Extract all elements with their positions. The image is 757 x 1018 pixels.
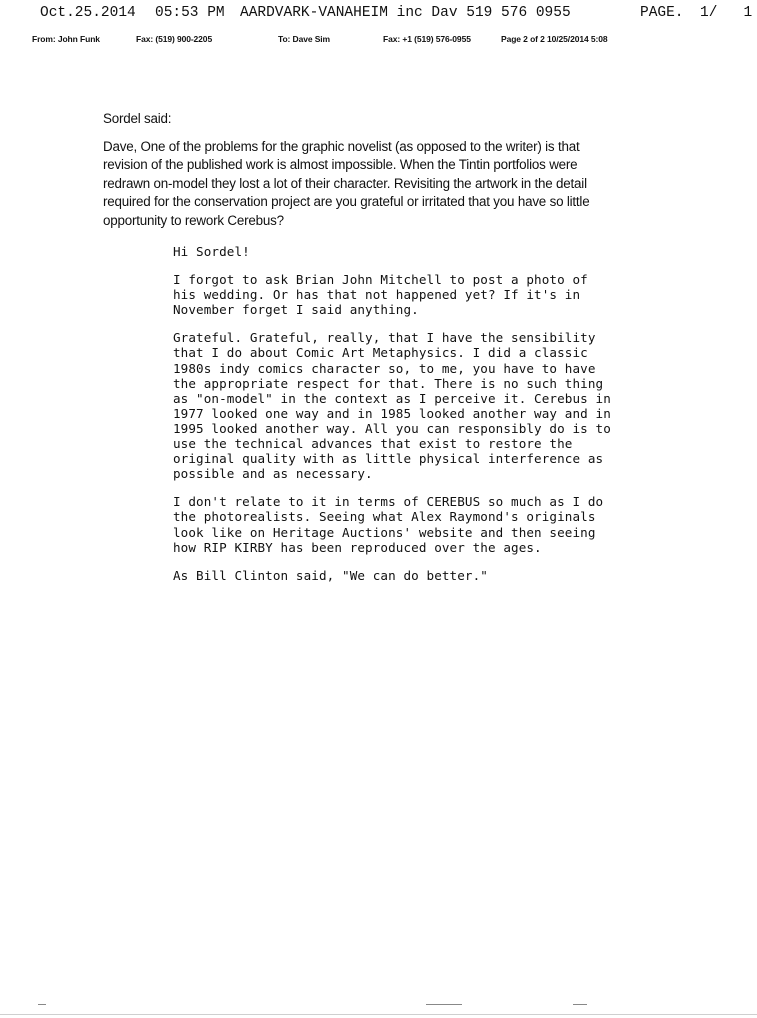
fax-to: To: Dave Sim (278, 34, 331, 44)
answer-line: his wedding. Or has that not happened yet? If it's in (173, 287, 581, 303)
answer-greeting: Hi Sordel! (173, 244, 250, 259)
question-line: revision of the published work is almost impossible. When the Tintin portfolios were (103, 157, 578, 172)
reader-question (103, 110, 663, 230)
answer-line: 1980s indy comics character so, to me, you have to have (173, 360, 596, 376)
fax-from-number: Fax: (519) 900-2205 (136, 34, 213, 44)
fax-cover-subheader (32, 32, 732, 46)
scan-speck (38, 1004, 46, 1005)
fax-page-label: PAGE. (640, 5, 684, 21)
answer-paragraph (173, 272, 693, 317)
fax-from: From: John Funk (32, 34, 100, 44)
answer-line: Grateful. Grateful, really, that I have the sensibility (173, 330, 596, 346)
answer-line: November forget I said anything. (173, 302, 419, 318)
scan-speck (573, 1004, 587, 1005)
answer-paragraph (173, 494, 693, 554)
answer-paragraph (173, 330, 693, 481)
answer-line: possible and as necessary. (173, 466, 373, 482)
answer-paragraph (173, 568, 693, 583)
fax-transmission-header (40, 4, 752, 22)
answer-line: the photorealists. Seeing what Alex Raymond's originals (173, 509, 596, 525)
question-text (103, 138, 663, 231)
fax-page-info: Page 2 of 2 10/25/2014 5:08 (501, 34, 608, 44)
question-line: redrawn on-model they lost a lot of their character. Revisiting the artwork in the detail (103, 175, 587, 191)
answer-line: I forgot to ask Brian John Mitchell to post a photo of (173, 272, 588, 288)
answer-line: 1977 looked one way and in 1985 looked another way and in (173, 405, 611, 421)
question-line: opportunity to rework Cerebus? (103, 212, 284, 228)
answer-line: that I do about Comic Art Metaphysics. I did a classic (173, 345, 588, 361)
question-line: required for the conservation project are you grateful or irritated that you have so little (103, 194, 590, 209)
scan-artifacts (0, 998, 757, 1018)
answer-line: original quality with as little physical interference as (173, 451, 604, 467)
answer-line: use the technical advances that exist to restore the (173, 436, 573, 452)
fax-date: Oct.25.2014 (40, 5, 136, 21)
scan-speck (426, 1004, 462, 1005)
answer-line: I don't relate to it in terms of CEREBUS so much as I do (173, 494, 604, 510)
answer-line: 1995 looked another way. All you can responsibly do is to (173, 420, 611, 436)
fax-time: 05:53 PM (155, 5, 225, 21)
answer-line: the appropriate respect for that. There is no such thing (173, 375, 604, 391)
answer-line: as "on-model" in the context as I perceive it. Cerebus in (173, 390, 611, 406)
answer-line: look like on Heritage Auctions' website and then seeing (173, 524, 596, 540)
answer-line: As Bill Clinton said, "We can do better." (173, 567, 488, 583)
fax-page-number: 1/ 1 (700, 5, 753, 21)
fax-sender-organization: AARDVARK-VANAHEIM inc Dav 519 576 0955 (240, 5, 571, 21)
answer-line: how RIP KIRBY has been reproduced over the ages. (173, 539, 542, 555)
typed-answer (173, 244, 693, 596)
question-line: Dave, One of the problems for the graphic novelist (as opposed to the writer) is that (103, 138, 580, 154)
page-bottom-edge (0, 1014, 757, 1015)
question-speaker: Sordel said: (103, 111, 172, 126)
fax-to-number: Fax: +1 (519) 576-0955 (383, 34, 471, 44)
